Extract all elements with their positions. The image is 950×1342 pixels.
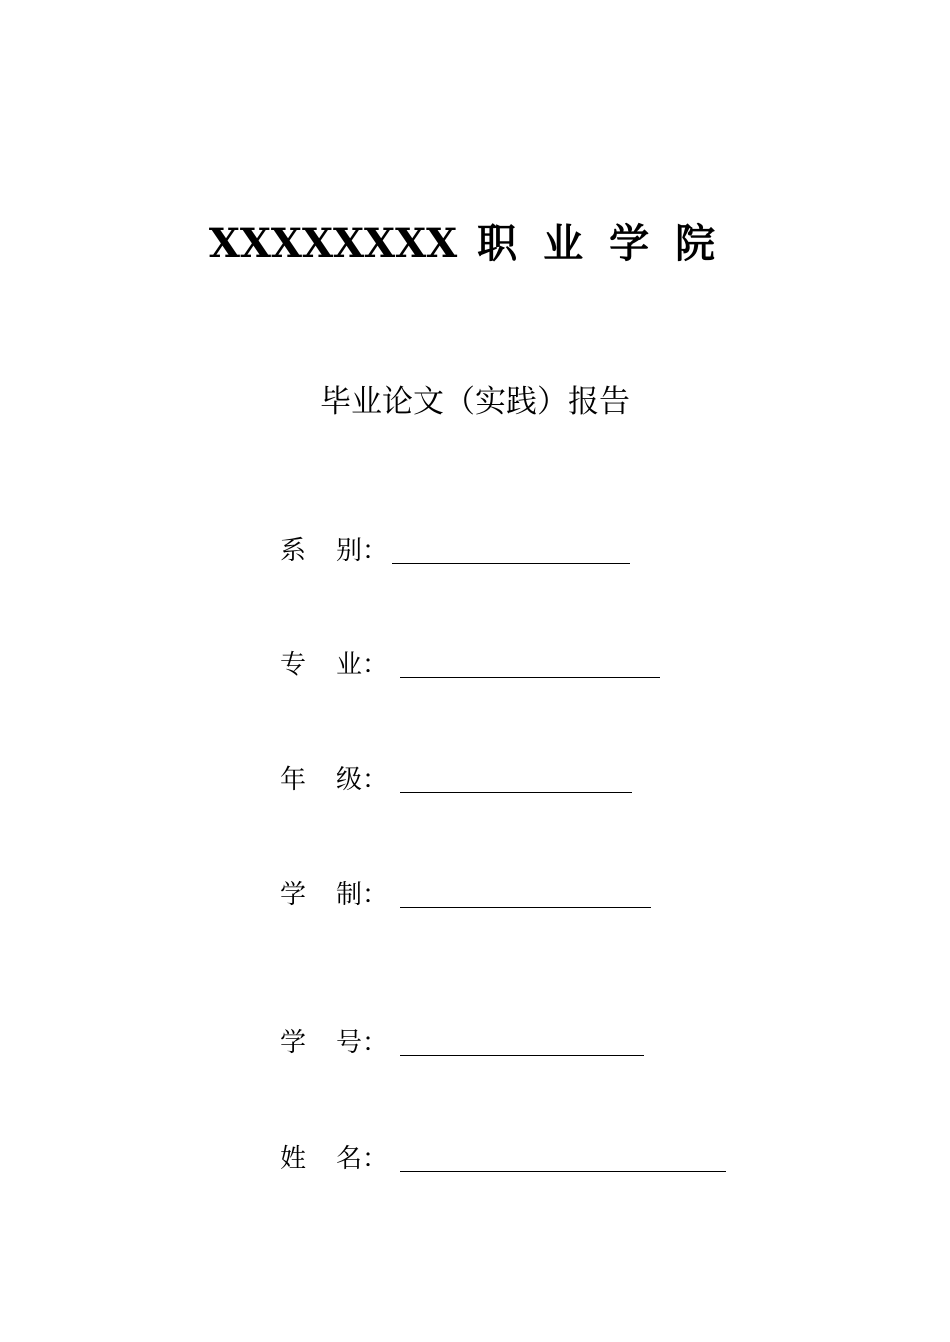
field-label: 姓 名 [280, 1144, 363, 1174]
grade-blank-line[interactable] [400, 762, 632, 793]
field-name: 姓 名 ： [280, 1136, 726, 1176]
duration-blank-line[interactable] [400, 877, 651, 908]
field-label: 专 业 [280, 650, 363, 680]
field-label: 系 别 [280, 536, 363, 566]
major-blank-line[interactable] [400, 647, 660, 678]
field-major: 专 业 ： [280, 642, 660, 682]
field-label: 年 级 [280, 765, 363, 795]
field-label: 学 制 [280, 880, 363, 910]
name-blank-line[interactable] [400, 1141, 726, 1172]
student-id-blank-line[interactable] [400, 1025, 644, 1056]
field-label: 学 号 [280, 1028, 363, 1058]
report-title: 毕业论文（实践）报告 [320, 384, 630, 420]
field-student-id: 学 号 ： [280, 1020, 644, 1060]
field-duration: 学 制 ： [280, 872, 651, 912]
school-suffix: 职业学院 [477, 221, 742, 267]
school-title [0, 218, 950, 270]
department-blank-line[interactable] [392, 533, 630, 564]
field-department: 系 别 ： [280, 528, 630, 568]
field-grade: 年 级 ： [280, 757, 632, 797]
school-name: XXXXXXXX [208, 220, 458, 267]
